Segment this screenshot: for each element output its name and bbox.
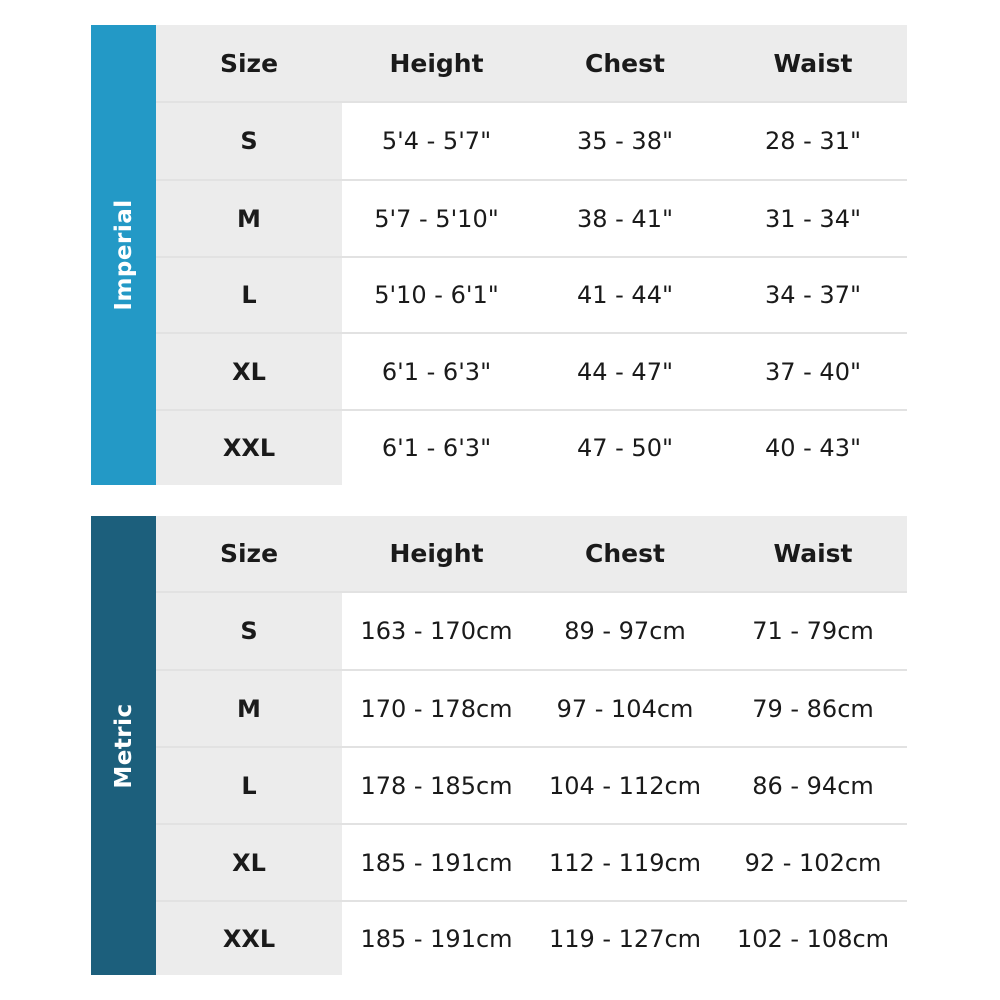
header-chest: Chest: [531, 516, 719, 591]
height-cell: 185 - 191cm: [342, 902, 531, 975]
size-cell: S: [156, 593, 342, 669]
table-row: [156, 669, 907, 746]
header-row: [156, 25, 907, 101]
size-cell: XL: [156, 825, 342, 900]
header-height: Height: [342, 25, 531, 101]
table-row: [156, 179, 907, 256]
size-cell: XXL: [156, 902, 342, 975]
height-cell: 170 - 178cm: [342, 671, 531, 746]
size-cell: XXL: [156, 411, 342, 485]
chest-cell: 104 - 112cm: [531, 748, 719, 823]
imperial-label: Imperial: [110, 199, 137, 311]
size-cell: M: [156, 181, 342, 256]
height-cell: 5'7 - 5'10": [342, 181, 531, 256]
header-height: Height: [342, 516, 531, 591]
chest-cell: 89 - 97cm: [531, 593, 719, 669]
waist-cell: 71 - 79cm: [719, 593, 907, 669]
table-row: [156, 591, 907, 669]
height-cell: 163 - 170cm: [342, 593, 531, 669]
imperial-side-band: [91, 25, 156, 485]
size-cell: L: [156, 258, 342, 332]
header-size: Size: [156, 25, 342, 101]
height-cell: 6'1 - 6'3": [342, 411, 531, 485]
table-row: [156, 101, 907, 179]
header-waist: Waist: [719, 516, 907, 591]
size-cell: L: [156, 748, 342, 823]
header-chest: Chest: [531, 25, 719, 101]
size-cell: XL: [156, 334, 342, 409]
height-cell: 6'1 - 6'3": [342, 334, 531, 409]
height-cell: 5'10 - 6'1": [342, 258, 531, 332]
waist-cell: 86 - 94cm: [719, 748, 907, 823]
metric-label: Metric: [110, 702, 137, 789]
chest-cell: 41 - 44": [531, 258, 719, 332]
size-cell: S: [156, 103, 342, 179]
waist-cell: 28 - 31": [719, 103, 907, 179]
height-cell: 5'4 - 5'7": [342, 103, 531, 179]
imperial-size-table: [91, 25, 907, 485]
waist-cell: 40 - 43": [719, 411, 907, 485]
table-row: [156, 900, 907, 975]
table-row: [156, 332, 907, 409]
chest-cell: 38 - 41": [531, 181, 719, 256]
height-cell: 178 - 185cm: [342, 748, 531, 823]
waist-cell: 37 - 40": [719, 334, 907, 409]
table-row: [156, 746, 907, 823]
table-row: [156, 823, 907, 900]
table-row: [156, 409, 907, 485]
table-row: [156, 256, 907, 332]
waist-cell: 79 - 86cm: [719, 671, 907, 746]
chest-cell: 35 - 38": [531, 103, 719, 179]
chest-cell: 47 - 50": [531, 411, 719, 485]
chest-cell: 112 - 119cm: [531, 825, 719, 900]
chest-cell: 97 - 104cm: [531, 671, 719, 746]
chest-cell: 44 - 47": [531, 334, 719, 409]
height-cell: 185 - 191cm: [342, 825, 531, 900]
waist-cell: 92 - 102cm: [719, 825, 907, 900]
metric-side-band: [91, 516, 156, 975]
metric-grid: [156, 516, 907, 975]
header-row: [156, 516, 907, 591]
size-cell: M: [156, 671, 342, 746]
header-waist: Waist: [719, 25, 907, 101]
header-size: Size: [156, 516, 342, 591]
waist-cell: 102 - 108cm: [719, 902, 907, 975]
waist-cell: 34 - 37": [719, 258, 907, 332]
metric-size-table: [91, 516, 907, 975]
waist-cell: 31 - 34": [719, 181, 907, 256]
chest-cell: 119 - 127cm: [531, 902, 719, 975]
imperial-grid: [156, 25, 907, 485]
